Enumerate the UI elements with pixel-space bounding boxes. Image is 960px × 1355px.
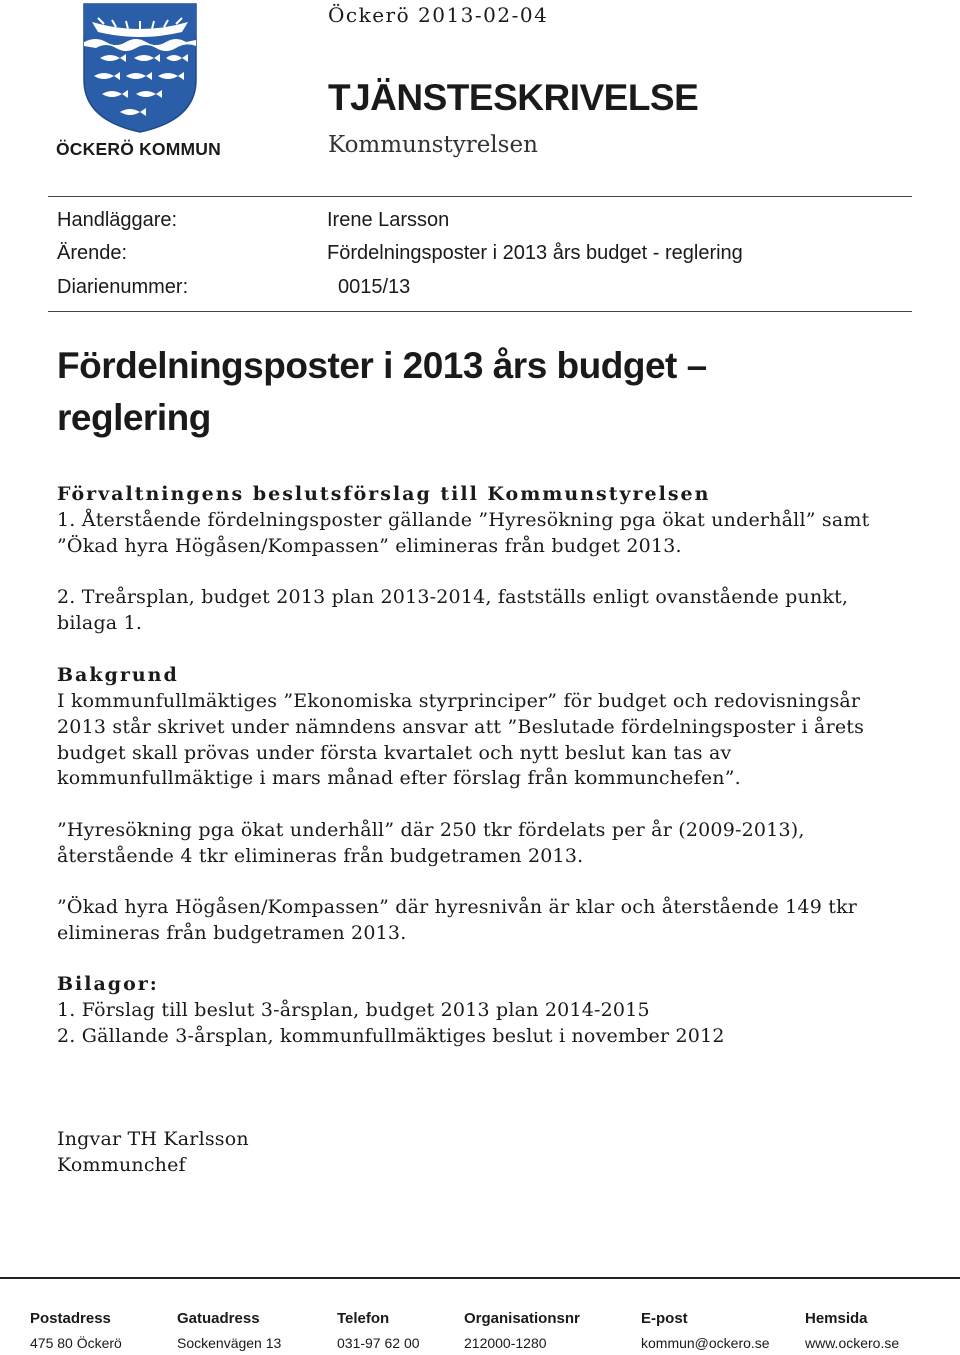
footer-telefon (337, 1310, 420, 1351)
coat-of-arms-icon (82, 2, 198, 134)
background-paragraph: I kommunfullmäktiges ”Ekonomiska styrprinciper” för budget och redovisningsår 2013 står skrivet under nämndens ansvar att ”Beslutade fördelningsposter i årets budget skall prövas under första kvartalet och nytt beslut kan tas av kommunfullmäktige i mars månad efter förslag från kommunchefen”. (57, 690, 865, 790)
footer-hemsida (805, 1310, 899, 1351)
signer-name: Ingvar TH Karlsson (57, 1128, 249, 1150)
background-heading: Bakgrund (57, 664, 179, 686)
footer-label: Hemsida (805, 1310, 868, 1327)
signer-title: Kommunchef (57, 1154, 186, 1176)
footer-label: Organisationsnr (464, 1310, 580, 1327)
footer-epost (641, 1310, 770, 1351)
arende-value: Fördelningsposter i 2013 års budget - reglering (327, 242, 743, 264)
logo-wordmark: ÖCKERÖ KOMMUN (56, 139, 221, 159)
footer-divider (0, 1277, 960, 1279)
handlaggare-label: Handläggare: (57, 209, 178, 231)
footer-value: 475 80 Öckerö (30, 1335, 122, 1351)
document-date: Öckerö 2013-02-04 (328, 3, 549, 27)
arende-label: Ärende: (57, 242, 128, 264)
proposal-item: 2. Treårsplan, budget 2013 plan 2013-2014, fastställs enligt ovanstående punkt, bilaga 1. (57, 586, 849, 634)
footer-email[interactable]: kommun@ockero.se (641, 1335, 770, 1351)
background-paragraph: ”Ökad hyra Högåsen/Kompassen” där hyresnivån är klar och återstående 149 tkr elimineras från budgetramen 2013. (57, 896, 858, 944)
footer-value: 031-97 62 00 (337, 1335, 420, 1351)
handlaggare-value: Irene Larsson (327, 209, 450, 231)
attachments-heading: Bilagor: (57, 973, 159, 995)
attachment-item: 1. Förslag till beslut 3-årsplan, budget 2013 plan 2014-2015 (57, 999, 650, 1021)
attachment-item: 2. Gällande 3-årsplan, kommunfullmäktiges beslut i november 2012 (57, 1025, 725, 1047)
diarienummer-value: 0015/13 (338, 276, 411, 298)
footer-label: Postadress (30, 1310, 111, 1327)
footer-value: 212000-1280 (464, 1335, 547, 1351)
background-paragraph: ”Hyresökning pga ökat underhåll” där 250 tkr fördelats per år (2009-2013), återstående 4 tkr elimineras från budgetramen 2013. (57, 819, 805, 867)
footer-label: Telefon (337, 1310, 390, 1327)
footer-orgnr (464, 1310, 580, 1351)
divider-bottom (48, 311, 912, 312)
footer-value: Sockenvägen 13 (177, 1335, 282, 1351)
footer-label: Gatuadress (177, 1310, 260, 1327)
municipality-logo (56, 2, 226, 162)
document-type-heading: TJÄNSTESKRIVELSE (328, 77, 699, 118)
footer-gatuadress (177, 1310, 281, 1351)
proposal-heading: Förvaltningens beslutsförslag till Kommunstyrelsen (57, 483, 711, 505)
diarienummer-label: Diarienummer: (57, 276, 189, 298)
divider-top (48, 196, 912, 197)
proposal-item: 1. Återstående fördelningsposter gällande ”Hyresökning pga ökat underhåll” samt ”Ökad hyra Högåsen/Kompassen” elimineras från budget 2013. (57, 509, 870, 557)
page-title: Fördelningsposter i 2013 års budget – reglering (57, 345, 707, 438)
footer-website[interactable]: www.ockero.se (805, 1335, 900, 1351)
footer-postadress (30, 1310, 122, 1351)
footer-label: E-post (641, 1310, 688, 1327)
department-name: Kommunstyrelsen (328, 132, 538, 158)
